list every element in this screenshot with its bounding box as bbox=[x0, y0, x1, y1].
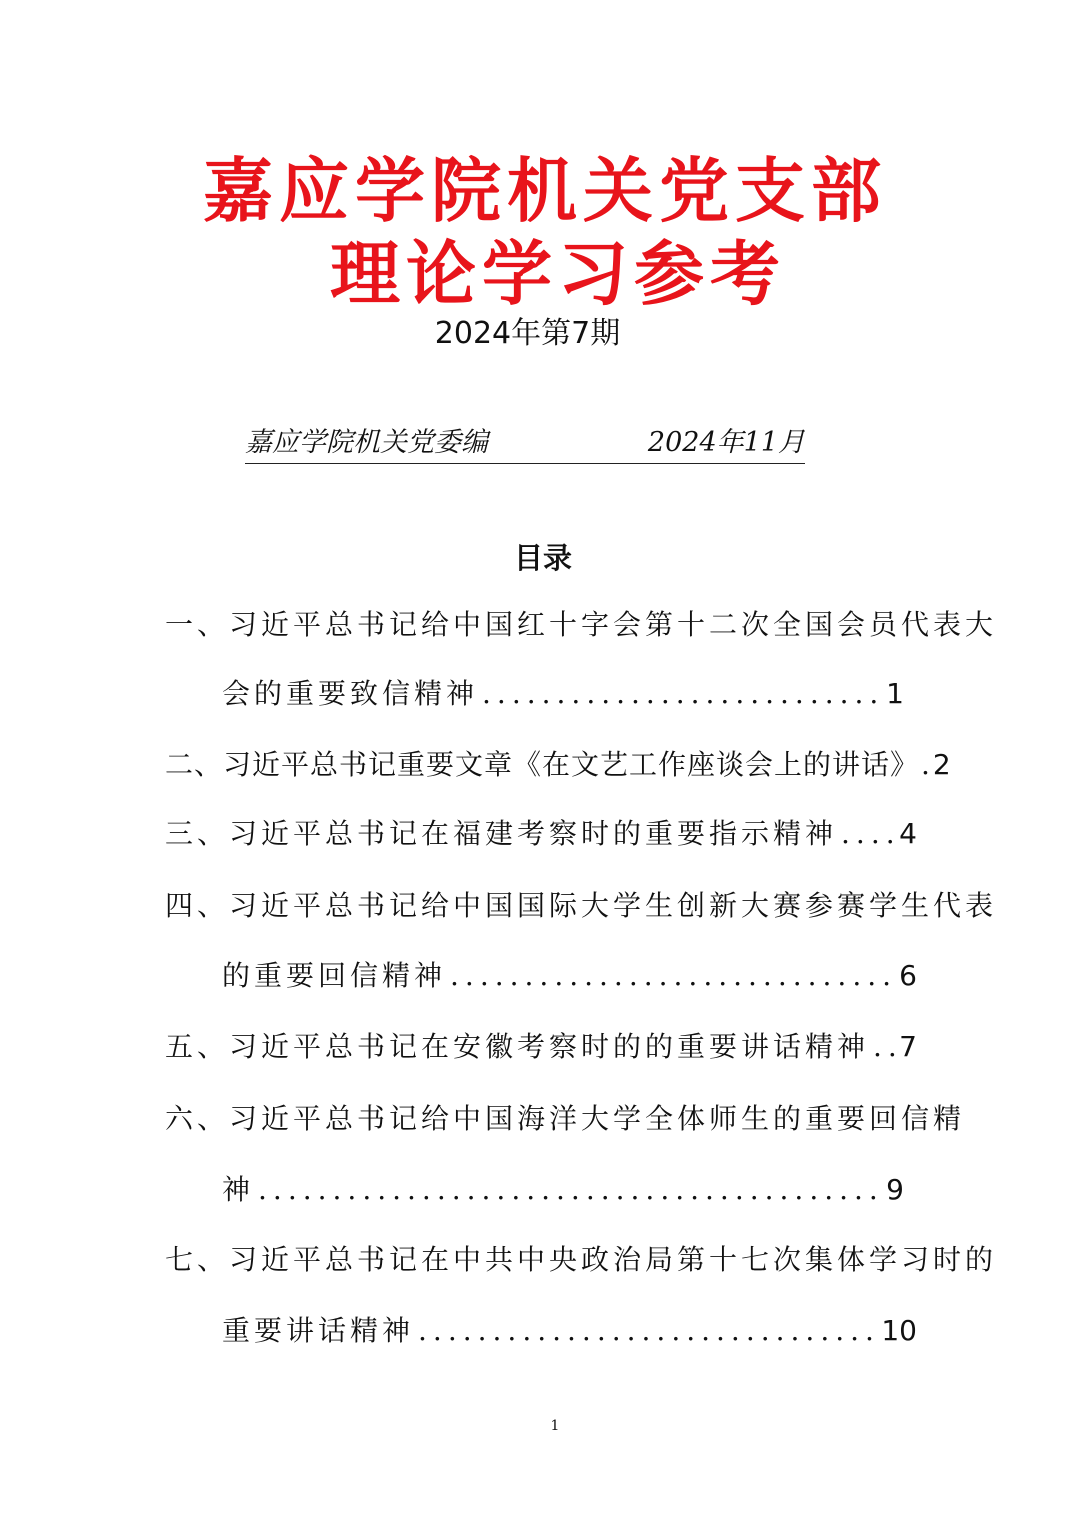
toc-page-number: 1 bbox=[886, 677, 904, 710]
toc-page-number: 4 bbox=[899, 817, 917, 850]
toc-heading: 目录 bbox=[513, 541, 572, 575]
toc-entry-text: 会的重要致信精神 bbox=[222, 677, 479, 710]
toc-entry-text: 六、习近平总书记给中国海洋大学全体师生的重要回信精 bbox=[165, 1102, 966, 1135]
dot-leader bbox=[258, 1173, 882, 1206]
toc-entry-text: 七、习近平总书记在中共中央政治局第十七次集体学习时的 bbox=[165, 1243, 998, 1276]
toc-entry-text: 三、习近平总书记在福建考察时的重要指示精神 bbox=[165, 817, 838, 850]
toc-entry-text: 四、习近平总书记给中国国际大学生创新大赛参赛学生代表 bbox=[165, 889, 998, 922]
dot-leader bbox=[450, 959, 895, 992]
toc-entry-text: 重要讲话精神 bbox=[222, 1314, 415, 1347]
toc-entry-1-cont[interactable] bbox=[222, 672, 904, 712]
toc-entry-7-cont[interactable] bbox=[222, 1309, 917, 1349]
toc-entry-text: 一、习近平总书记给中国红十字会第十二次全国会员代表大 bbox=[165, 608, 998, 641]
toc-entry-text: 二、习近平总书记重要文章《在文艺工作座谈会上的讲话》 bbox=[165, 748, 920, 781]
page-number: 1 bbox=[550, 1418, 560, 1434]
editor: 嘉应学院机关党委编 bbox=[245, 427, 488, 458]
toc-entry-7[interactable] bbox=[165, 1238, 997, 1278]
editor-line bbox=[245, 420, 805, 464]
toc-entry-text: 的重要回信精神 bbox=[222, 959, 447, 992]
toc-entry-text: 五、习近平总书记在安徽考察时的的重要讲话精神 bbox=[165, 1030, 870, 1063]
dot-leader bbox=[482, 677, 882, 710]
dot-leader bbox=[841, 817, 895, 850]
toc-entry-4-cont[interactable] bbox=[222, 954, 917, 994]
toc-page-number: 10 bbox=[881, 1314, 917, 1347]
toc-page-number: 7 bbox=[899, 1030, 917, 1063]
dot-leader bbox=[873, 1030, 895, 1063]
toc-entry-5[interactable] bbox=[165, 1025, 917, 1065]
issue-number: 2024年第7期 bbox=[434, 316, 621, 351]
toc-entry-6[interactable] bbox=[165, 1097, 965, 1137]
toc-entry-2[interactable]: 二、习近平总书记重要文章《在文艺工作座谈会上的讲话》 . 2 bbox=[165, 743, 917, 783]
toc-entry-1[interactable] bbox=[165, 603, 997, 643]
title-line-2: 理论学习参考 bbox=[330, 232, 786, 315]
toc-entry-text: 神 bbox=[222, 1173, 255, 1206]
toc-entry-3[interactable] bbox=[165, 812, 917, 852]
toc-page-number: 6 bbox=[899, 959, 917, 992]
toc-entry-4[interactable] bbox=[165, 884, 997, 924]
toc-page-number: 2 bbox=[932, 748, 951, 781]
date: 2024年11月 bbox=[647, 427, 805, 458]
toc-entry-6-cont[interactable] bbox=[222, 1168, 904, 1208]
dot-leader bbox=[418, 1314, 877, 1347]
title-line-1: 嘉应学院机关党支部 bbox=[203, 149, 887, 232]
toc-page-number: 9 bbox=[886, 1173, 904, 1206]
